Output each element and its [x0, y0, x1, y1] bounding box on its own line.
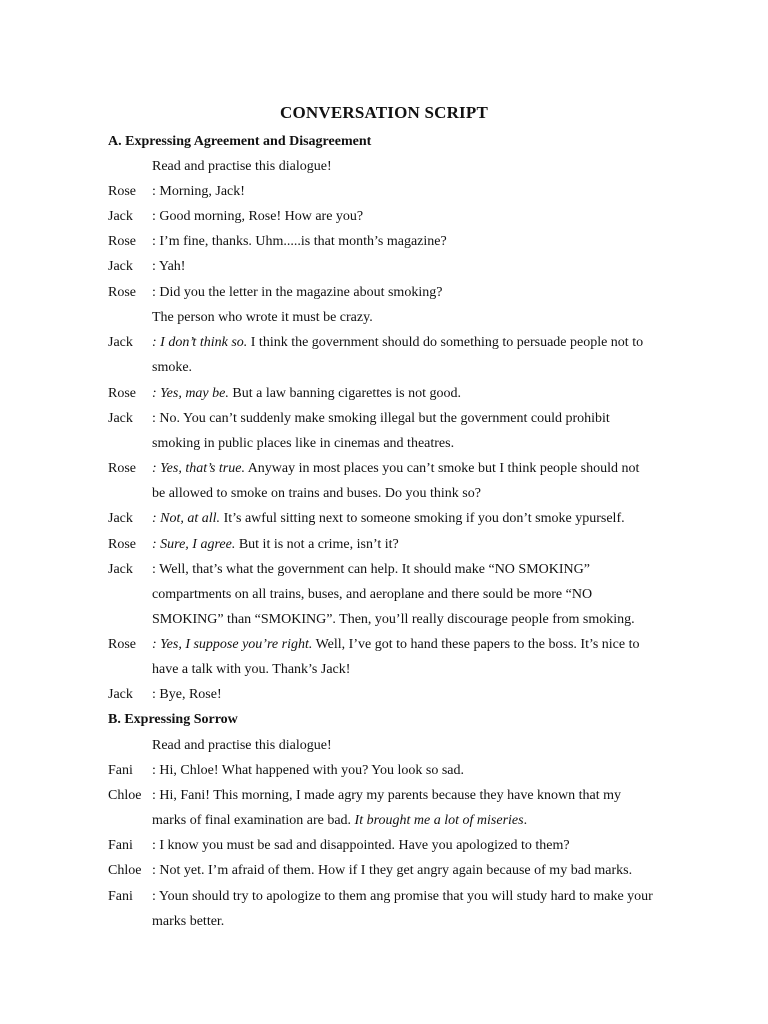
dialogue-line: [108, 682, 696, 707]
dialogue-line: [108, 204, 696, 229]
speaker-name: Fani: [108, 763, 133, 778]
dialogue-text: : Morning, Jack!: [152, 184, 245, 199]
dialogue-text: : Well, that’s what the government can help. It should make “NO SMOKING”: [152, 562, 590, 577]
dialogue-continuation: [152, 813, 696, 829]
dialogue-text: marks of final examination are bad.: [152, 813, 355, 828]
dialogue-line: [108, 229, 696, 254]
expression-phrase: : I don’t think so.: [152, 335, 248, 350]
dialogue-line: [108, 833, 696, 858]
dialogue-text: Anyway in most places you can’t smoke but I think people should not: [244, 461, 640, 476]
dialogue-continuation: The person who wrote it must be crazy.: [152, 310, 373, 325]
dialogue-text: : Good morning, Rose! How are you?: [152, 209, 364, 224]
expression-phrase: : Not, at all.: [152, 511, 221, 526]
section-b-heading: B. Expressing Sorrow: [108, 712, 238, 727]
dialogue-line: [108, 858, 696, 883]
speaker-name: Jack: [108, 687, 133, 702]
dialogue-line: [108, 456, 696, 481]
speaker-name: Rose: [108, 285, 136, 300]
dialogue-line: [108, 557, 696, 582]
speaker-name: Jack: [108, 411, 133, 426]
speaker-name: Fani: [108, 889, 133, 904]
dialogue-continuation: compartments on all trains, buses, and aeroplane and there sould be more “NO: [152, 587, 593, 602]
speaker-name: Rose: [108, 386, 136, 401]
speaker-name: Rose: [108, 537, 136, 552]
expression-phrase: It brought me a lot of miseries: [354, 813, 524, 828]
dialogue-continuation: be allowed to smoke on trains and buses. Do you think so?: [152, 486, 481, 501]
dialogue-text: : Hi, Chloe! What happened with you? You look so sad.: [152, 763, 464, 778]
section-a-instruction: Read and practise this dialogue!: [152, 159, 332, 174]
speaker-name: Rose: [108, 184, 136, 199]
dialogue-text: : Yah!: [152, 259, 186, 274]
speaker-name: Rose: [108, 461, 136, 476]
speaker-name: Rose: [108, 234, 136, 249]
dialogue-line: [108, 506, 696, 531]
expression-phrase: : Yes, I suppose you’re right.: [152, 637, 313, 652]
dialogue-text: : Youn should try to apologize to them ang promise that you will study hard to make your: [152, 889, 653, 904]
dialogue-continuation: smoke.: [152, 360, 193, 375]
expression-phrase: : Yes, that’s true.: [152, 461, 245, 476]
dialogue-text: : No. You can’t suddenly make smoking illegal but the government could prohibit: [152, 411, 610, 426]
dialogue-text: : Bye, Rose!: [152, 687, 222, 702]
speaker-name: Jack: [108, 259, 133, 274]
page-title: CONVERSATION SCRIPT: [280, 103, 488, 122]
speaker-name: Jack: [108, 511, 133, 526]
speaker-name: Jack: [108, 209, 133, 224]
dialogue-continuation: smoking in public places like in cinemas and theatres.: [152, 436, 455, 451]
dialogue-continuation: have a talk with you. Thank’s Jack!: [152, 662, 351, 677]
dialogue-text: Well, I’ve got to hand these papers to the boss. It’s nice to: [312, 637, 640, 652]
section-b-instruction: Read and practise this dialogue!: [152, 738, 332, 753]
speaker-name: Jack: [108, 562, 133, 577]
expression-phrase: : Yes, may be.: [152, 386, 229, 401]
dialogue-line: [108, 783, 696, 808]
dialogue-text: : I’m fine, thanks. Uhm.....is that month’s magazine?: [152, 234, 447, 249]
speaker-name: Fani: [108, 838, 133, 853]
dialogue-line: [108, 280, 696, 305]
dialogue-line: [108, 758, 696, 783]
dialogue-continuation: marks better.: [152, 914, 225, 929]
dialogue-line: [108, 254, 696, 279]
dialogue-text: : Not yet. I’m afraid of them. How if I they get angry again because of my bad marks.: [152, 863, 633, 878]
dialogue-text: : I know you must be sad and disappointed. Have you apologized to them?: [152, 838, 570, 853]
dialogue-text: It’s awful sitting next to someone smoking if you don’t smoke ypurself.: [220, 511, 625, 526]
dialogue-line: [108, 381, 696, 406]
dialogue-line: [108, 179, 696, 204]
speaker-name: Chloe: [108, 788, 142, 803]
dialogue-text: But a law banning cigarettes is not good.: [228, 386, 461, 401]
dialogue-text: But it is not a crime, isn’t it?: [235, 537, 399, 552]
dialogue-line: [108, 532, 696, 557]
dialogue-line: [108, 632, 696, 657]
dialogue-text: I think the government should do something to persuade people not to: [247, 335, 644, 350]
speaker-name: Rose: [108, 637, 136, 652]
dialogue-line: [108, 406, 696, 431]
section-a-heading: A. Expressing Agreement and Disagreement: [108, 134, 372, 149]
speaker-name: Jack: [108, 335, 133, 350]
dialogue-text: .: [523, 813, 528, 828]
dialogue-text: : Hi, Fani! This morning, I made agry my parents because they have known that my: [152, 788, 622, 803]
dialogue-text: : Did you the letter in the magazine about smoking?: [152, 285, 443, 300]
dialogue-line: [108, 884, 696, 909]
dialogue-line: [108, 330, 696, 355]
speaker-name: Chloe: [108, 863, 142, 878]
dialogue-continuation: SMOKING” than “SMOKING”. Then, you’ll really discourage people from smoking.: [152, 612, 635, 627]
expression-phrase: : Sure, I agree.: [152, 537, 236, 552]
